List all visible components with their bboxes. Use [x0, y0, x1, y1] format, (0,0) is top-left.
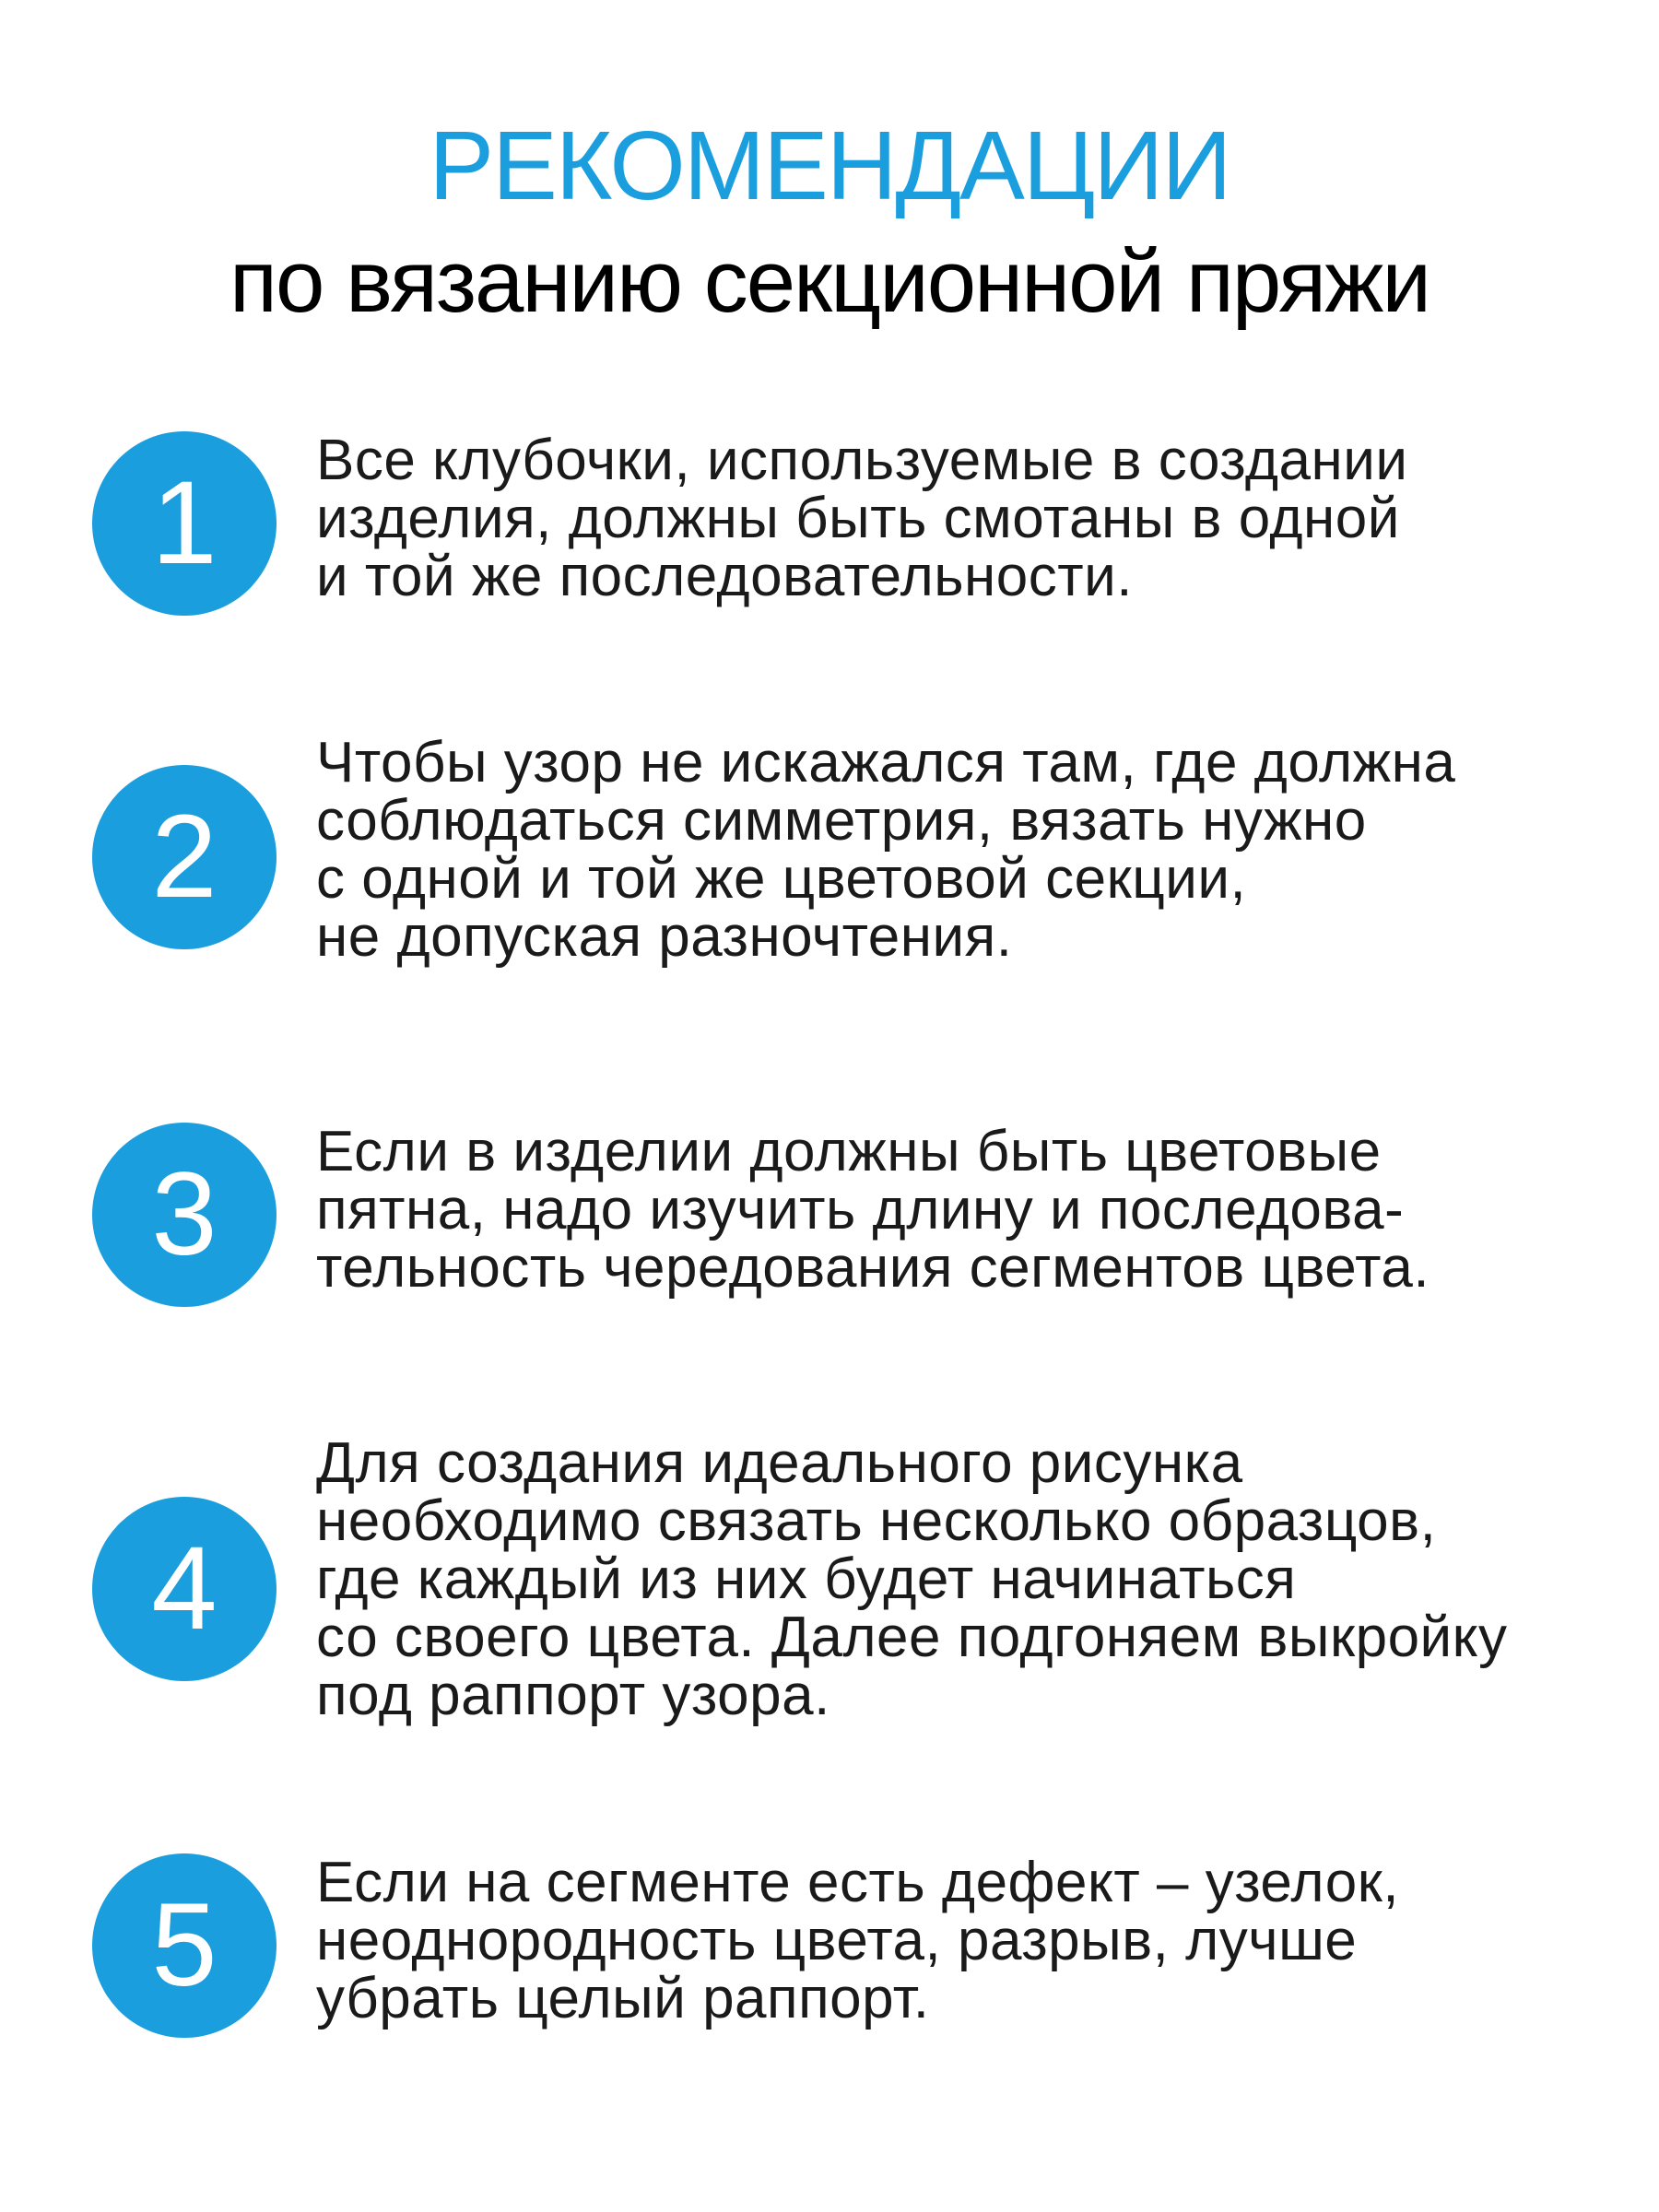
number-badge: 5	[92, 1853, 276, 2038]
number-badge: 3	[92, 1123, 276, 1307]
recommendation-text: Если в изделии должны быть цветовые пятна, надо изучить длину и последова- тельность чередования сегментов цвета.	[316, 1120, 1430, 1300]
number-badge: 2	[92, 765, 276, 949]
number-badge: 1	[92, 431, 276, 616]
page-title: РЕКОМЕНДАЦИИ	[429, 112, 1230, 220]
recommendation-text: Если на сегменте есть дефект – узелок, неоднородность цвета, разрыв, лучше убрать целый раппорт.	[316, 1851, 1400, 2030]
page-header	[0, 111, 1659, 337]
page-subtitle: по вязанию секционной пряжи	[229, 232, 1430, 331]
recommendation-text: Для создания идеального рисунка необходимо связать несколько образцов, где каждый из них будет начинаться со своего цвета. Далее подгоняем выкройку под раппорт узора.	[316, 1431, 1508, 1727]
recommendation-text: Все клубочки, используемые в создании изделия, должны быть смотаны в одной и той же последовательности.	[316, 429, 1408, 608]
number-badge: 4	[92, 1497, 276, 1681]
recommendation-text: Чтобы узор не искажался там, где должна соблюдаться симметрия, вязать нужно с одной и той же цветовой секции, не допуская разночтения.	[316, 731, 1456, 969]
